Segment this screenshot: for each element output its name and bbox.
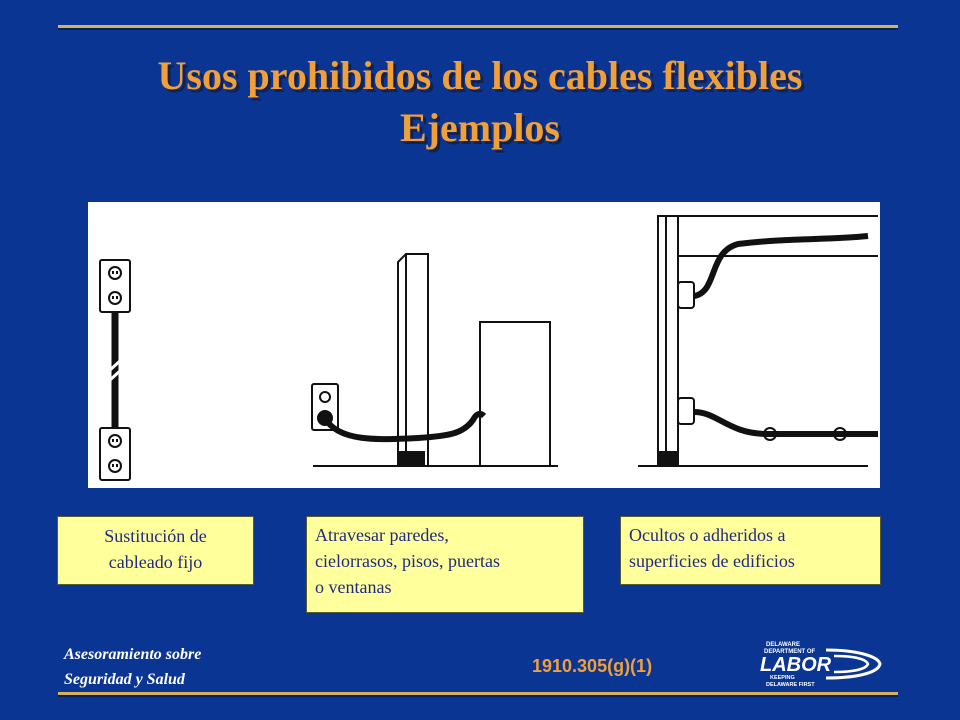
- svg-text:DELAWARE FIRST: DELAWARE FIRST: [766, 682, 815, 688]
- caption-3-line-1: Ocultos o adheridos a: [629, 525, 786, 545]
- department-of-labor-logo: [756, 638, 886, 688]
- caption-1-line-2: cableado fijo: [108, 552, 203, 572]
- through-wall-panel: [312, 254, 558, 466]
- svg-text:LABOR: LABOR: [760, 654, 832, 676]
- illustration-drawing: [88, 202, 880, 488]
- bottom-rule: [58, 692, 898, 695]
- svg-text:DELAWARE: DELAWARE: [766, 642, 801, 648]
- caption-3-line-2: superficies de edificios: [629, 551, 795, 571]
- svg-text:KEEPING: KEEPING: [770, 675, 795, 681]
- cable-illustration: [88, 202, 880, 488]
- svg-text:DEPARTMENT OF: DEPARTMENT OF: [764, 649, 816, 655]
- caption-1-line-1: Sustitución de: [104, 526, 207, 546]
- caption-fixed-wiring: [57, 516, 254, 585]
- caption-2-line-1: Atravesar paredes,: [315, 525, 449, 545]
- title-line-2: Ejemplos: [400, 105, 560, 150]
- caption-2-line-2: cielorrasos, pisos, puertas: [315, 551, 500, 571]
- footer-credit: [64, 642, 201, 692]
- top-rule: [58, 25, 898, 28]
- fixed-wiring-panel: [100, 260, 130, 480]
- caption-concealed: [620, 516, 881, 585]
- footer-line-1: Asesoramiento sobre: [64, 646, 202, 663]
- concealed-cord-panel: [638, 216, 878, 466]
- regulation-reference: 1910.305(g)(1): [532, 656, 653, 676]
- title-line-1: Usos prohibidos de los cables flexibles: [157, 53, 803, 98]
- caption-2-line-3: o ventanas: [315, 577, 392, 597]
- caption-through-walls: [306, 516, 584, 613]
- footer-line-2: Seguridad y Salud: [64, 671, 185, 688]
- logo-graphic: [756, 638, 886, 688]
- slide-title: [0, 50, 960, 154]
